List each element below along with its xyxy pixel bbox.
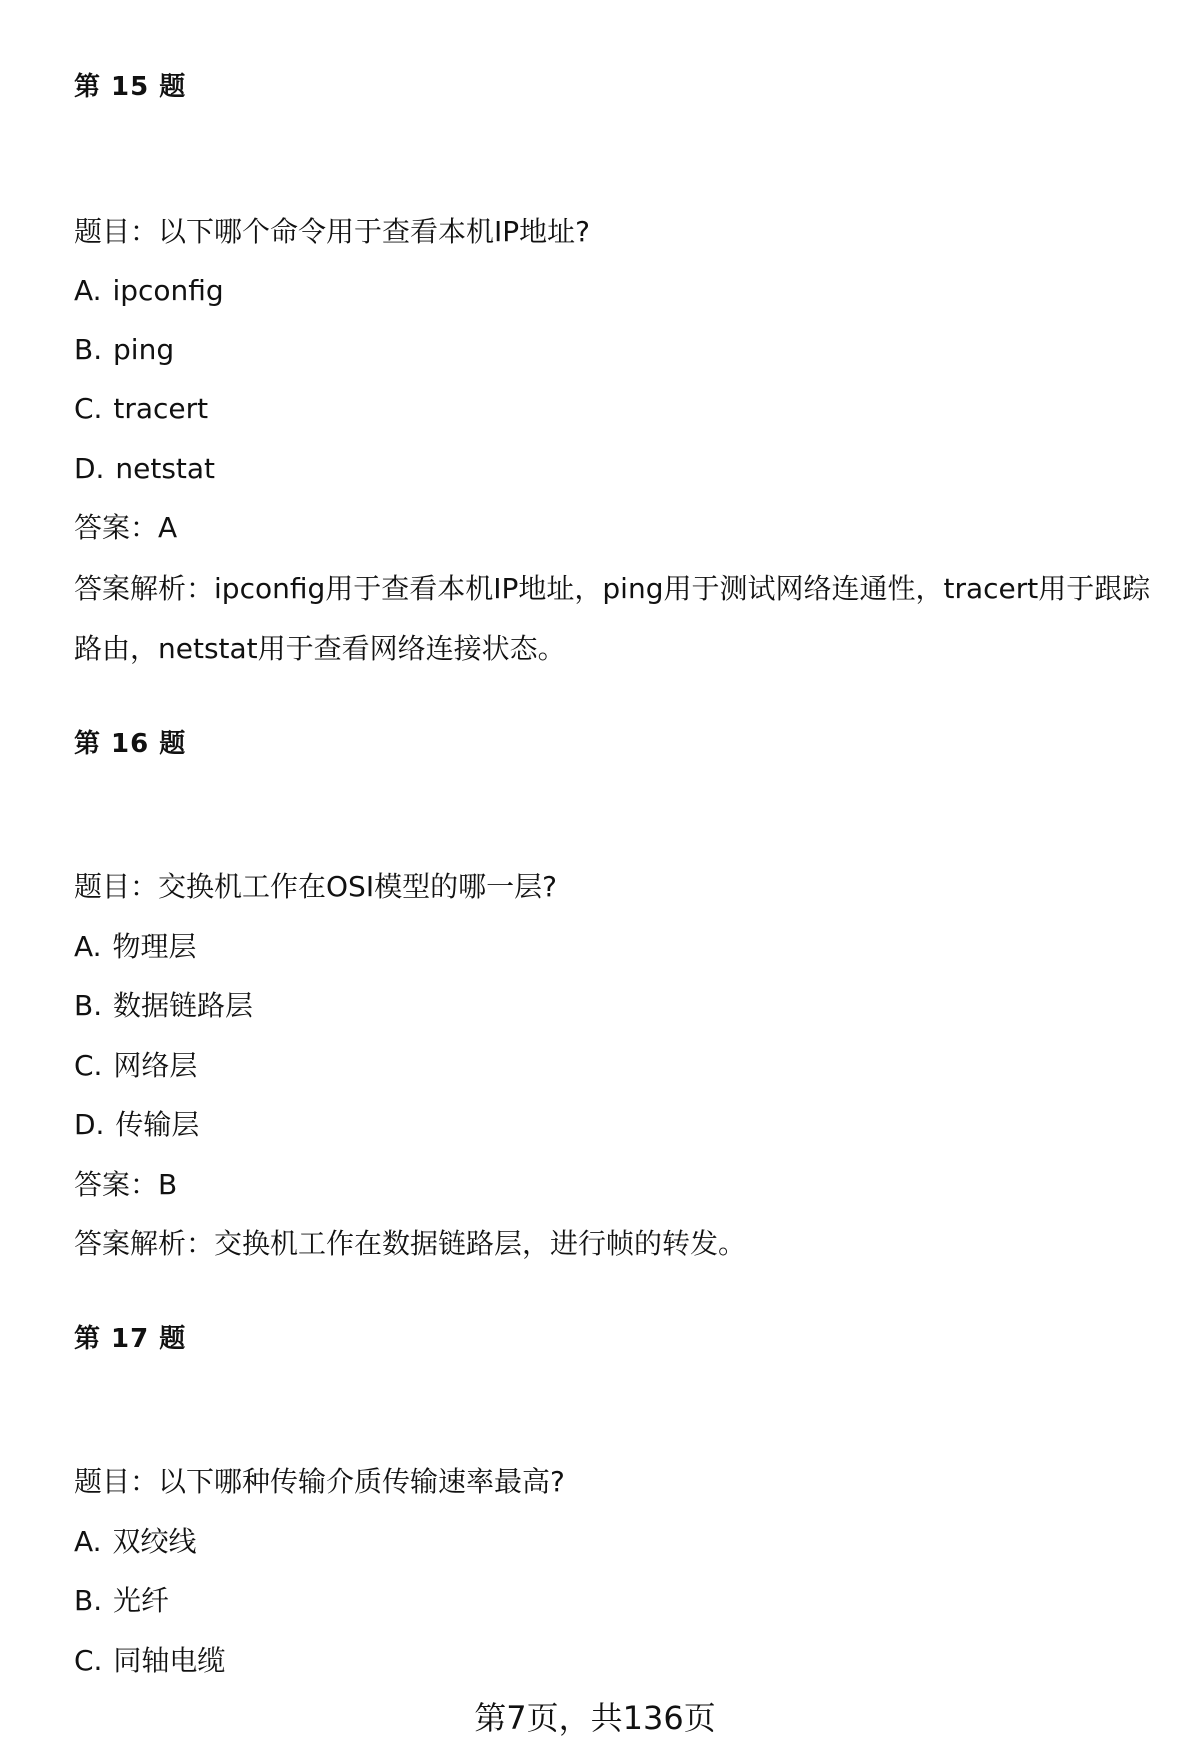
- explanation-text: ipconfig用于查看本机IP地址，ping用于测试网络连通性，tracert用于跟踪路由，netstat用于查看网络连接状态。: [74, 572, 1151, 665]
- option-text: 数据链路层: [113, 989, 254, 1022]
- answer-value: A: [158, 511, 178, 544]
- option-c: [74, 392, 209, 425]
- answer-label: 答案：: [74, 511, 159, 544]
- option-letter: B.: [74, 989, 103, 1022]
- option-letter: B.: [74, 333, 103, 366]
- option-text: 传输层: [115, 1108, 200, 1141]
- question-stem: [74, 870, 557, 903]
- page-number: 第7页，共136页: [474, 1699, 716, 1737]
- explanation-label: 答案解析：: [74, 1227, 215, 1260]
- answer-explanation: [74, 559, 1164, 679]
- option-text: ipconfig: [112, 274, 224, 307]
- stem-text: 以下哪个命令用于查看本机IP地址?: [158, 215, 591, 248]
- option-text: 同轴电缆: [113, 1644, 226, 1677]
- option-letter: A.: [74, 274, 102, 307]
- option-letter: B.: [74, 1584, 103, 1617]
- answer-explanation: [74, 1227, 747, 1260]
- stem-text: 以下哪种传输介质传输速率最高?: [158, 1465, 565, 1498]
- option-letter: D.: [74, 452, 105, 485]
- option-text: netstat: [115, 452, 216, 485]
- explanation-label: 答案解析：: [74, 572, 215, 605]
- option-text: 网络层: [113, 1049, 198, 1082]
- option-c: [74, 1644, 226, 1677]
- option-text: 双绞线: [112, 1525, 197, 1558]
- option-text: 光纤: [113, 1584, 170, 1617]
- option-letter: A.: [74, 1525, 102, 1558]
- question-stem: [74, 215, 591, 248]
- option-letter: A.: [74, 930, 102, 963]
- answer-value: B: [158, 1168, 178, 1201]
- stem-label: 题目：: [74, 215, 159, 248]
- option-a: [74, 274, 224, 307]
- answer-line: [74, 511, 178, 544]
- option-c: [74, 1049, 198, 1082]
- option-letter: C.: [74, 1644, 103, 1677]
- stem-label: 题目：: [74, 870, 159, 903]
- answer-line: [74, 1168, 178, 1201]
- option-d: [74, 452, 216, 485]
- explanation-text: 交换机工作在数据链路层，进行帧的转发。: [214, 1227, 747, 1260]
- option-a: [74, 930, 197, 963]
- option-b: [74, 989, 254, 1022]
- stem-text: 交换机工作在OSI模型的哪一层?: [158, 870, 557, 903]
- option-letter: C.: [74, 392, 103, 425]
- question-heading: 第 15 题: [74, 72, 187, 102]
- answer-label: 答案：: [74, 1168, 159, 1201]
- option-b: [74, 333, 175, 366]
- option-letter: D.: [74, 1108, 105, 1141]
- stem-label: 题目：: [74, 1465, 159, 1498]
- question-heading: 第 17 题: [74, 1324, 187, 1354]
- option-d: [74, 1108, 200, 1141]
- option-b: [74, 1584, 170, 1617]
- option-a: [74, 1525, 197, 1558]
- question-stem: [74, 1465, 565, 1498]
- question-heading: 第 16 题: [74, 729, 187, 759]
- option-text: ping: [113, 333, 175, 366]
- option-text: 物理层: [112, 930, 197, 963]
- option-letter: C.: [74, 1049, 103, 1082]
- option-text: tracert: [113, 392, 209, 425]
